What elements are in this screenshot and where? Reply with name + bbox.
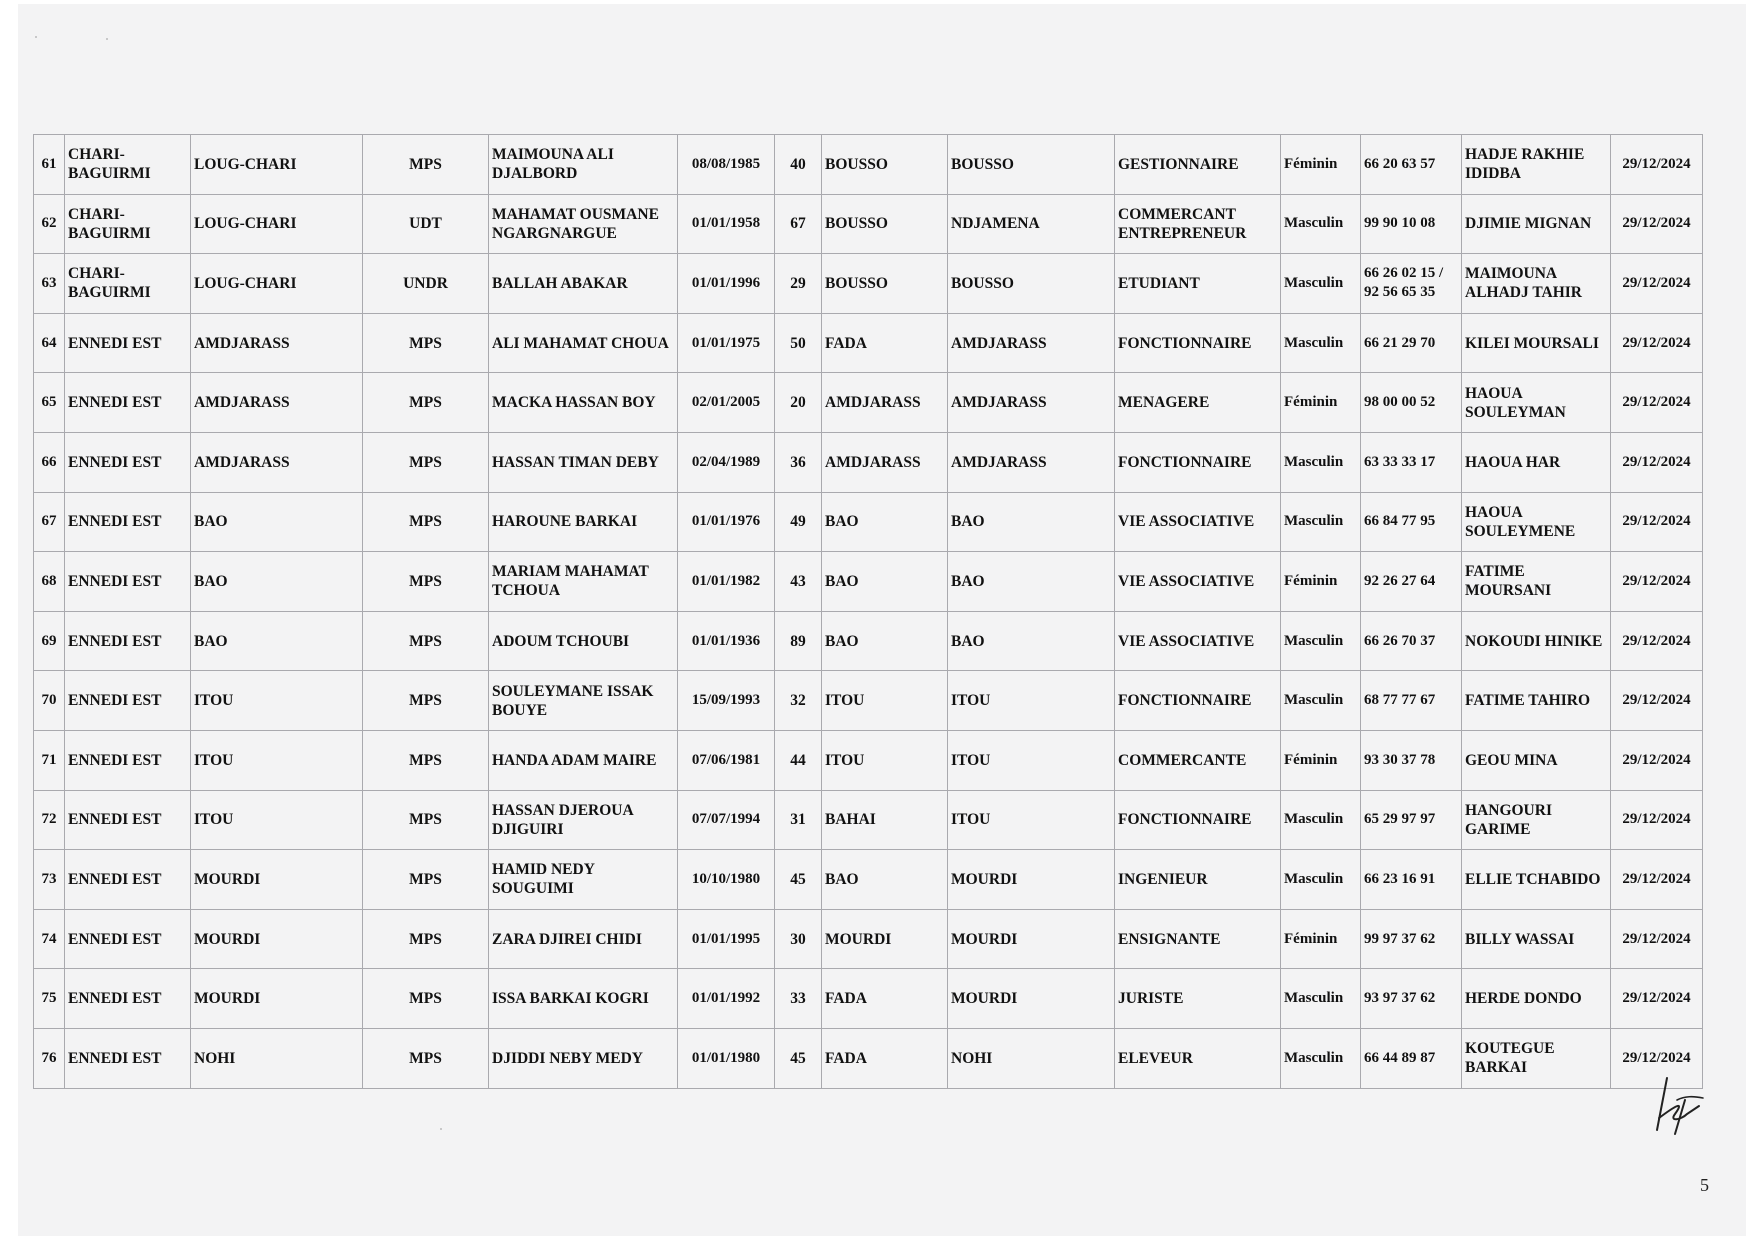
cell-deposit-date: 29/12/2024 — [1611, 790, 1703, 850]
cell-birth-date: 10/10/1980 — [678, 850, 775, 910]
cell-substitute: HAOUA SOULEYMENE — [1462, 492, 1611, 552]
cell-party: MPS — [363, 611, 489, 671]
table-row — [34, 790, 1703, 850]
cell-profession: JURISTE — [1115, 969, 1281, 1029]
cell-party: MPS — [363, 730, 489, 790]
cell-full-name: MACKA HASSAN BOY — [489, 373, 678, 433]
cell-row-number: 63 — [34, 254, 65, 314]
cell-birth-date: 01/01/1982 — [678, 552, 775, 612]
cell-sex: Masculin — [1281, 969, 1361, 1029]
cell-party: MPS — [363, 373, 489, 433]
cell-row-number: 67 — [34, 492, 65, 552]
cell-birth-place: BOUSSO — [822, 254, 948, 314]
cell-phone: 93 97 37 62 — [1361, 969, 1462, 1029]
cell-full-name: MARIAM MAHAMAT TCHOUA — [489, 552, 678, 612]
cell-phone: 66 26 02 15 / 92 56 65 35 — [1361, 254, 1462, 314]
cell-profession: INGENIEUR — [1115, 850, 1281, 910]
cell-residence: NOHI — [948, 1028, 1115, 1088]
cell-deposit-date: 29/12/2024 — [1611, 432, 1703, 492]
cell-party: MPS — [363, 790, 489, 850]
cell-full-name: DJIDDI NEBY MEDY — [489, 1028, 678, 1088]
cell-phone: 98 00 00 52 — [1361, 373, 1462, 433]
cell-full-name: MAIMOUNA ALI DJALBORD — [489, 135, 678, 195]
cell-sex: Masculin — [1281, 611, 1361, 671]
cell-full-name: HANDA ADAM MAIRE — [489, 730, 678, 790]
scan-speck — [440, 1128, 442, 1130]
cell-row-number: 65 — [34, 373, 65, 433]
cell-sex: Féminin — [1281, 135, 1361, 195]
cell-province: ENNEDI EST — [65, 552, 191, 612]
cell-birth-date: 15/09/1993 — [678, 671, 775, 731]
cell-profession: ETUDIANT — [1115, 254, 1281, 314]
cell-province: ENNEDI EST — [65, 909, 191, 969]
cell-residence: ITOU — [948, 790, 1115, 850]
cell-department: BAO — [191, 492, 363, 552]
cell-province: ENNEDI EST — [65, 611, 191, 671]
cell-residence: NDJAMENA — [948, 194, 1115, 254]
cell-sex: Masculin — [1281, 313, 1361, 373]
cell-substitute: BILLY WASSAI — [1462, 909, 1611, 969]
table-row — [34, 373, 1703, 433]
cell-deposit-date: 29/12/2024 — [1611, 552, 1703, 612]
cell-party: MPS — [363, 432, 489, 492]
table-row — [34, 730, 1703, 790]
cell-row-number: 74 — [34, 909, 65, 969]
cell-profession: COMMERCANTE — [1115, 730, 1281, 790]
cell-deposit-date: 29/12/2024 — [1611, 313, 1703, 373]
cell-deposit-date: 29/12/2024 — [1611, 254, 1703, 314]
cell-full-name: MAHAMAT OUSMANE NGARGNARGUE — [489, 194, 678, 254]
cell-province: ENNEDI EST — [65, 492, 191, 552]
cell-profession: MENAGERE — [1115, 373, 1281, 433]
cell-birth-date: 01/01/1996 — [678, 254, 775, 314]
cell-province: ENNEDI EST — [65, 313, 191, 373]
cell-sex: Masculin — [1281, 850, 1361, 910]
cell-age: 89 — [775, 611, 822, 671]
cell-birth-place: BAO — [822, 552, 948, 612]
table-row — [34, 135, 1703, 195]
table-row — [34, 254, 1703, 314]
cell-residence: ITOU — [948, 730, 1115, 790]
cell-full-name: SOULEYMANE ISSAK BOUYE — [489, 671, 678, 731]
cell-department: LOUG-CHARI — [191, 194, 363, 254]
cell-substitute: HADJE RAKHIE IDIDBA — [1462, 135, 1611, 195]
cell-residence: ITOU — [948, 671, 1115, 731]
cell-profession: ELEVEUR — [1115, 1028, 1281, 1088]
cell-party: MPS — [363, 850, 489, 910]
cell-department: ITOU — [191, 671, 363, 731]
cell-birth-place: BAO — [822, 492, 948, 552]
cell-sex: Masculin — [1281, 1028, 1361, 1088]
cell-residence: AMDJARASS — [948, 373, 1115, 433]
cell-substitute: GEOU MINA — [1462, 730, 1611, 790]
table-row — [34, 492, 1703, 552]
cell-substitute: HERDE DONDO — [1462, 969, 1611, 1029]
cell-residence: MOURDI — [948, 909, 1115, 969]
cell-age: 40 — [775, 135, 822, 195]
cell-birth-place: AMDJARASS — [822, 373, 948, 433]
cell-phone: 65 29 97 97 — [1361, 790, 1462, 850]
cell-row-number: 62 — [34, 194, 65, 254]
cell-sex: Féminin — [1281, 730, 1361, 790]
table-row — [34, 850, 1703, 910]
cell-sex: Féminin — [1281, 909, 1361, 969]
cell-age: 36 — [775, 432, 822, 492]
table-row — [34, 552, 1703, 612]
cell-substitute: HANGOURI GARIME — [1462, 790, 1611, 850]
cell-birth-date: 01/01/1975 — [678, 313, 775, 373]
cell-province: ENNEDI EST — [65, 671, 191, 731]
cell-residence: AMDJARASS — [948, 313, 1115, 373]
cell-substitute: MAIMOUNA ALHADJ TAHIR — [1462, 254, 1611, 314]
cell-substitute: DJIMIE MIGNAN — [1462, 194, 1611, 254]
cell-birth-place: MOURDI — [822, 909, 948, 969]
cell-phone: 66 21 29 70 — [1361, 313, 1462, 373]
cell-age: 29 — [775, 254, 822, 314]
cell-province: ENNEDI EST — [65, 730, 191, 790]
scan-speck — [35, 36, 37, 38]
cell-province: CHARI-BAGUIRMI — [65, 254, 191, 314]
cell-birth-place: ITOU — [822, 730, 948, 790]
cell-birth-place: BAO — [822, 850, 948, 910]
cell-residence: BAO — [948, 552, 1115, 612]
cell-party: MPS — [363, 969, 489, 1029]
cell-deposit-date: 29/12/2024 — [1611, 850, 1703, 910]
cell-age: 31 — [775, 790, 822, 850]
cell-deposit-date: 29/12/2024 — [1611, 492, 1703, 552]
cell-sex: Féminin — [1281, 373, 1361, 433]
cell-department: LOUG-CHARI — [191, 254, 363, 314]
cell-province: CHARI-BAGUIRMI — [65, 194, 191, 254]
cell-full-name: ALI MAHAMAT CHOUA — [489, 313, 678, 373]
cell-substitute: FATIME TAHIRO — [1462, 671, 1611, 731]
cell-age: 45 — [775, 850, 822, 910]
scan-speck — [106, 38, 108, 40]
cell-department: AMDJARASS — [191, 432, 363, 492]
cell-deposit-date: 29/12/2024 — [1611, 135, 1703, 195]
cell-party: MPS — [363, 492, 489, 552]
cell-phone: 66 44 89 87 — [1361, 1028, 1462, 1088]
cell-full-name: BALLAH ABAKAR — [489, 254, 678, 314]
cell-row-number: 76 — [34, 1028, 65, 1088]
cell-residence: MOURDI — [948, 969, 1115, 1029]
cell-phone: 68 77 77 67 — [1361, 671, 1462, 731]
table-row — [34, 969, 1703, 1029]
cell-birth-date: 02/01/2005 — [678, 373, 775, 433]
cell-substitute: FATIME MOURSANI — [1462, 552, 1611, 612]
cell-party: MPS — [363, 552, 489, 612]
cell-birth-place: BOUSSO — [822, 135, 948, 195]
cell-residence: AMDJARASS — [948, 432, 1115, 492]
cell-deposit-date: 29/12/2024 — [1611, 1028, 1703, 1088]
cell-phone: 66 26 70 37 — [1361, 611, 1462, 671]
cell-profession: FONCTIONNAIRE — [1115, 313, 1281, 373]
cell-phone: 93 30 37 78 — [1361, 730, 1462, 790]
cell-age: 30 — [775, 909, 822, 969]
cell-sex: Masculin — [1281, 492, 1361, 552]
cell-party: UDT — [363, 194, 489, 254]
cell-age: 33 — [775, 969, 822, 1029]
cell-row-number: 72 — [34, 790, 65, 850]
cell-residence: BAO — [948, 492, 1115, 552]
cell-phone: 92 26 27 64 — [1361, 552, 1462, 612]
cell-deposit-date: 29/12/2024 — [1611, 194, 1703, 254]
cell-birth-date: 01/01/1958 — [678, 194, 775, 254]
table-row — [34, 194, 1703, 254]
cell-row-number: 69 — [34, 611, 65, 671]
cell-age: 50 — [775, 313, 822, 373]
cell-birth-place: AMDJARASS — [822, 432, 948, 492]
cell-department: BAO — [191, 552, 363, 612]
cell-full-name: HAMID NEDY SOUGUIMI — [489, 850, 678, 910]
cell-department: ITOU — [191, 730, 363, 790]
cell-row-number: 75 — [34, 969, 65, 1029]
cell-age: 44 — [775, 730, 822, 790]
cell-phone: 66 20 63 57 — [1361, 135, 1462, 195]
cell-full-name: HAROUNE BARKAI — [489, 492, 678, 552]
cell-department: BAO — [191, 611, 363, 671]
cell-profession: FONCTIONNAIRE — [1115, 790, 1281, 850]
cell-sex: Masculin — [1281, 432, 1361, 492]
cell-substitute: KOUTEGUE BARKAI — [1462, 1028, 1611, 1088]
cell-phone: 99 90 10 08 — [1361, 194, 1462, 254]
table-row — [34, 432, 1703, 492]
cell-residence: BAO — [948, 611, 1115, 671]
cell-sex: Masculin — [1281, 790, 1361, 850]
cell-province: ENNEDI EST — [65, 432, 191, 492]
cell-full-name: ZARA DJIREI CHIDI — [489, 909, 678, 969]
table-row — [34, 909, 1703, 969]
cell-profession: COMMERCANT ENTREPRENEUR — [1115, 194, 1281, 254]
cell-birth-date: 01/01/1980 — [678, 1028, 775, 1088]
cell-province: ENNEDI EST — [65, 1028, 191, 1088]
cell-full-name: ISSA BARKAI KOGRI — [489, 969, 678, 1029]
cell-residence: MOURDI — [948, 850, 1115, 910]
cell-province: ENNEDI EST — [65, 373, 191, 433]
cell-deposit-date: 29/12/2024 — [1611, 373, 1703, 433]
cell-birth-place: FADA — [822, 969, 948, 1029]
cell-department: LOUG-CHARI — [191, 135, 363, 195]
cell-birth-place: BOUSSO — [822, 194, 948, 254]
cell-profession: VIE ASSOCIATIVE — [1115, 492, 1281, 552]
cell-age: 20 — [775, 373, 822, 433]
cell-birth-date: 01/01/1992 — [678, 969, 775, 1029]
cell-sex: Masculin — [1281, 671, 1361, 731]
cell-substitute: HAOUA SOULEYMAN — [1462, 373, 1611, 433]
cell-birth-place: ITOU — [822, 671, 948, 731]
cell-deposit-date: 29/12/2024 — [1611, 611, 1703, 671]
cell-birth-place: FADA — [822, 313, 948, 373]
table-row — [34, 313, 1703, 373]
cell-profession: ENSIGNANTE — [1115, 909, 1281, 969]
cell-sex: Masculin — [1281, 254, 1361, 314]
cell-row-number: 70 — [34, 671, 65, 731]
cell-residence: BOUSSO — [948, 254, 1115, 314]
cell-age: 49 — [775, 492, 822, 552]
table-body — [34, 135, 1703, 1089]
table-row — [34, 611, 1703, 671]
cell-party: MPS — [363, 671, 489, 731]
cell-birth-date: 07/06/1981 — [678, 730, 775, 790]
candidate-table — [33, 134, 1703, 1089]
cell-age: 43 — [775, 552, 822, 612]
cell-party: MPS — [363, 1028, 489, 1088]
cell-sex: Féminin — [1281, 552, 1361, 612]
cell-province: ENNEDI EST — [65, 790, 191, 850]
cell-sex: Masculin — [1281, 194, 1361, 254]
cell-substitute: NOKOUDI HINIKE — [1462, 611, 1611, 671]
cell-phone: 99 97 37 62 — [1361, 909, 1462, 969]
cell-birth-date: 01/01/1936 — [678, 611, 775, 671]
cell-department: ITOU — [191, 790, 363, 850]
cell-birth-date: 02/04/1989 — [678, 432, 775, 492]
cell-birth-date: 01/01/1995 — [678, 909, 775, 969]
cell-party: MPS — [363, 313, 489, 373]
cell-department: MOURDI — [191, 909, 363, 969]
cell-department: MOURDI — [191, 850, 363, 910]
cell-deposit-date: 29/12/2024 — [1611, 909, 1703, 969]
cell-row-number: 71 — [34, 730, 65, 790]
cell-birth-place: FADA — [822, 1028, 948, 1088]
cell-party: MPS — [363, 135, 489, 195]
cell-birth-date: 08/08/1985 — [678, 135, 775, 195]
handwritten-signature-icon — [1645, 1070, 1715, 1140]
cell-residence: BOUSSO — [948, 135, 1115, 195]
cell-deposit-date: 29/12/2024 — [1611, 969, 1703, 1029]
cell-phone: 66 23 16 91 — [1361, 850, 1462, 910]
cell-full-name: HASSAN DJEROUA DJIGUIRI — [489, 790, 678, 850]
cell-birth-date: 07/07/1994 — [678, 790, 775, 850]
table-row — [34, 671, 1703, 731]
cell-age: 67 — [775, 194, 822, 254]
cell-age: 32 — [775, 671, 822, 731]
cell-substitute: HAOUA HAR — [1462, 432, 1611, 492]
cell-row-number: 64 — [34, 313, 65, 373]
cell-row-number: 73 — [34, 850, 65, 910]
cell-department: AMDJARASS — [191, 373, 363, 433]
cell-birth-place: BAHAI — [822, 790, 948, 850]
cell-province: ENNEDI EST — [65, 850, 191, 910]
cell-profession: FONCTIONNAIRE — [1115, 432, 1281, 492]
cell-birth-date: 01/01/1976 — [678, 492, 775, 552]
cell-row-number: 61 — [34, 135, 65, 195]
cell-substitute: ELLIE TCHABIDO — [1462, 850, 1611, 910]
cell-row-number: 68 — [34, 552, 65, 612]
cell-row-number: 66 — [34, 432, 65, 492]
cell-profession: FONCTIONNAIRE — [1115, 671, 1281, 731]
cell-profession: VIE ASSOCIATIVE — [1115, 552, 1281, 612]
cell-party: UNDR — [363, 254, 489, 314]
table-row — [34, 1028, 1703, 1088]
cell-province: CHARI-BAGUIRMI — [65, 135, 191, 195]
cell-province: ENNEDI EST — [65, 969, 191, 1029]
cell-department: MOURDI — [191, 969, 363, 1029]
cell-profession: VIE ASSOCIATIVE — [1115, 611, 1281, 671]
cell-substitute: KILEI MOURSALI — [1462, 313, 1611, 373]
cell-birth-place: BAO — [822, 611, 948, 671]
cell-deposit-date: 29/12/2024 — [1611, 671, 1703, 731]
cell-phone: 63 33 33 17 — [1361, 432, 1462, 492]
cell-full-name: ADOUM TCHOUBI — [489, 611, 678, 671]
cell-department: AMDJARASS — [191, 313, 363, 373]
cell-age: 45 — [775, 1028, 822, 1088]
cell-party: MPS — [363, 909, 489, 969]
cell-profession: GESTIONNAIRE — [1115, 135, 1281, 195]
cell-full-name: HASSAN TIMAN DEBY — [489, 432, 678, 492]
cell-department: NOHI — [191, 1028, 363, 1088]
cell-deposit-date: 29/12/2024 — [1611, 730, 1703, 790]
cell-phone: 66 84 77 95 — [1361, 492, 1462, 552]
page-number: 5 — [1700, 1175, 1709, 1195]
